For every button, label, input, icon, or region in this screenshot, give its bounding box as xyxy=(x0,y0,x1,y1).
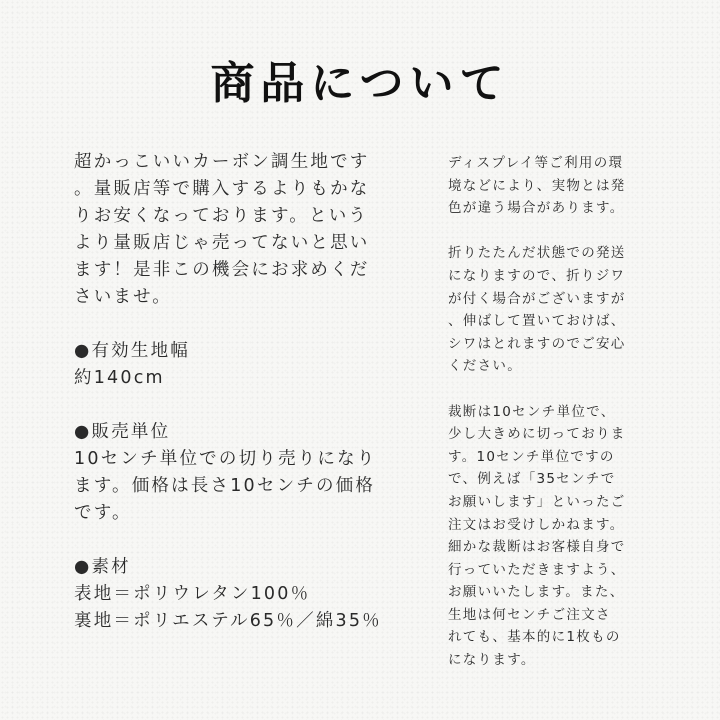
product-description-column xyxy=(74,149,404,635)
description-line: ます！是非この機会にお求めくだ xyxy=(74,260,370,280)
material-face: 表地＝ポリウレタン100％ xyxy=(74,584,311,604)
note-line: 注文はお受けしかねます。 xyxy=(448,516,625,533)
description-line: 超かっこいいカーボン調生地です xyxy=(74,152,370,172)
note-line: ディスプレイ等ご利用の環 xyxy=(448,155,624,171)
description-line: さいませ。 xyxy=(74,287,172,307)
note-line: 、伸ばして置いておけば、 xyxy=(448,313,626,330)
unit-line: です。 xyxy=(74,503,132,523)
unit-section xyxy=(74,419,404,527)
description-line: 。量販店等で購入するよりもかな xyxy=(74,179,370,199)
description-line: より量販店じゃ売ってないと思い xyxy=(74,233,370,253)
note-line: 裁断は10センチ単位で、 xyxy=(448,403,616,420)
note-line: で、例えば「35センチで xyxy=(448,471,616,488)
description-paragraph xyxy=(74,149,404,311)
note-line: シワはとれますのでご安心 xyxy=(448,335,626,352)
note-line: お願いします」といったご xyxy=(448,493,626,510)
width-heading: ●有効生地幅 xyxy=(74,341,190,361)
note-line: 色が違う場合があります。 xyxy=(448,200,625,217)
note-line: になりますので、折りジワ xyxy=(448,267,626,284)
note-line: が付く場合がございますが xyxy=(448,290,626,307)
folding-note xyxy=(448,242,648,378)
note-line: 境などにより、実物とは発 xyxy=(448,177,626,194)
unit-line: ます。価格は長さ10センチの価格 xyxy=(74,476,376,496)
note-line: 少し大きめに切っておりま xyxy=(448,426,626,443)
width-section xyxy=(74,338,404,392)
note-line: れても、基本的に1枚もの xyxy=(448,629,621,646)
cutting-note xyxy=(448,401,648,672)
note-line: になります。 xyxy=(448,652,536,669)
note-line: お願いいたします。また、 xyxy=(448,584,625,601)
note-line: ください。 xyxy=(448,358,522,375)
unit-heading: ●販売単位 xyxy=(74,422,171,442)
note-line: 折りたたんだ状態での発送 xyxy=(448,245,626,262)
page-title: 商品について xyxy=(210,58,510,109)
note-line: 行っていただきますよう、 xyxy=(448,561,626,578)
notes-column xyxy=(448,152,648,672)
material-section xyxy=(74,554,404,635)
unit-line: 10センチ単位での切り売りになり xyxy=(74,449,377,469)
display-note xyxy=(448,152,648,220)
description-line: りお安くなっております。という xyxy=(74,206,369,226)
note-line: す。10センチ単位ですの xyxy=(448,448,615,465)
note-line: 生地は何センチご注文さ xyxy=(448,606,611,623)
material-back: 裏地＝ポリエステル65％／綿35％ xyxy=(74,611,382,631)
width-value: 約140cm xyxy=(74,368,165,388)
note-line: 細かな裁断はお客様自身で xyxy=(448,539,626,556)
material-heading: ●素材 xyxy=(74,557,131,577)
